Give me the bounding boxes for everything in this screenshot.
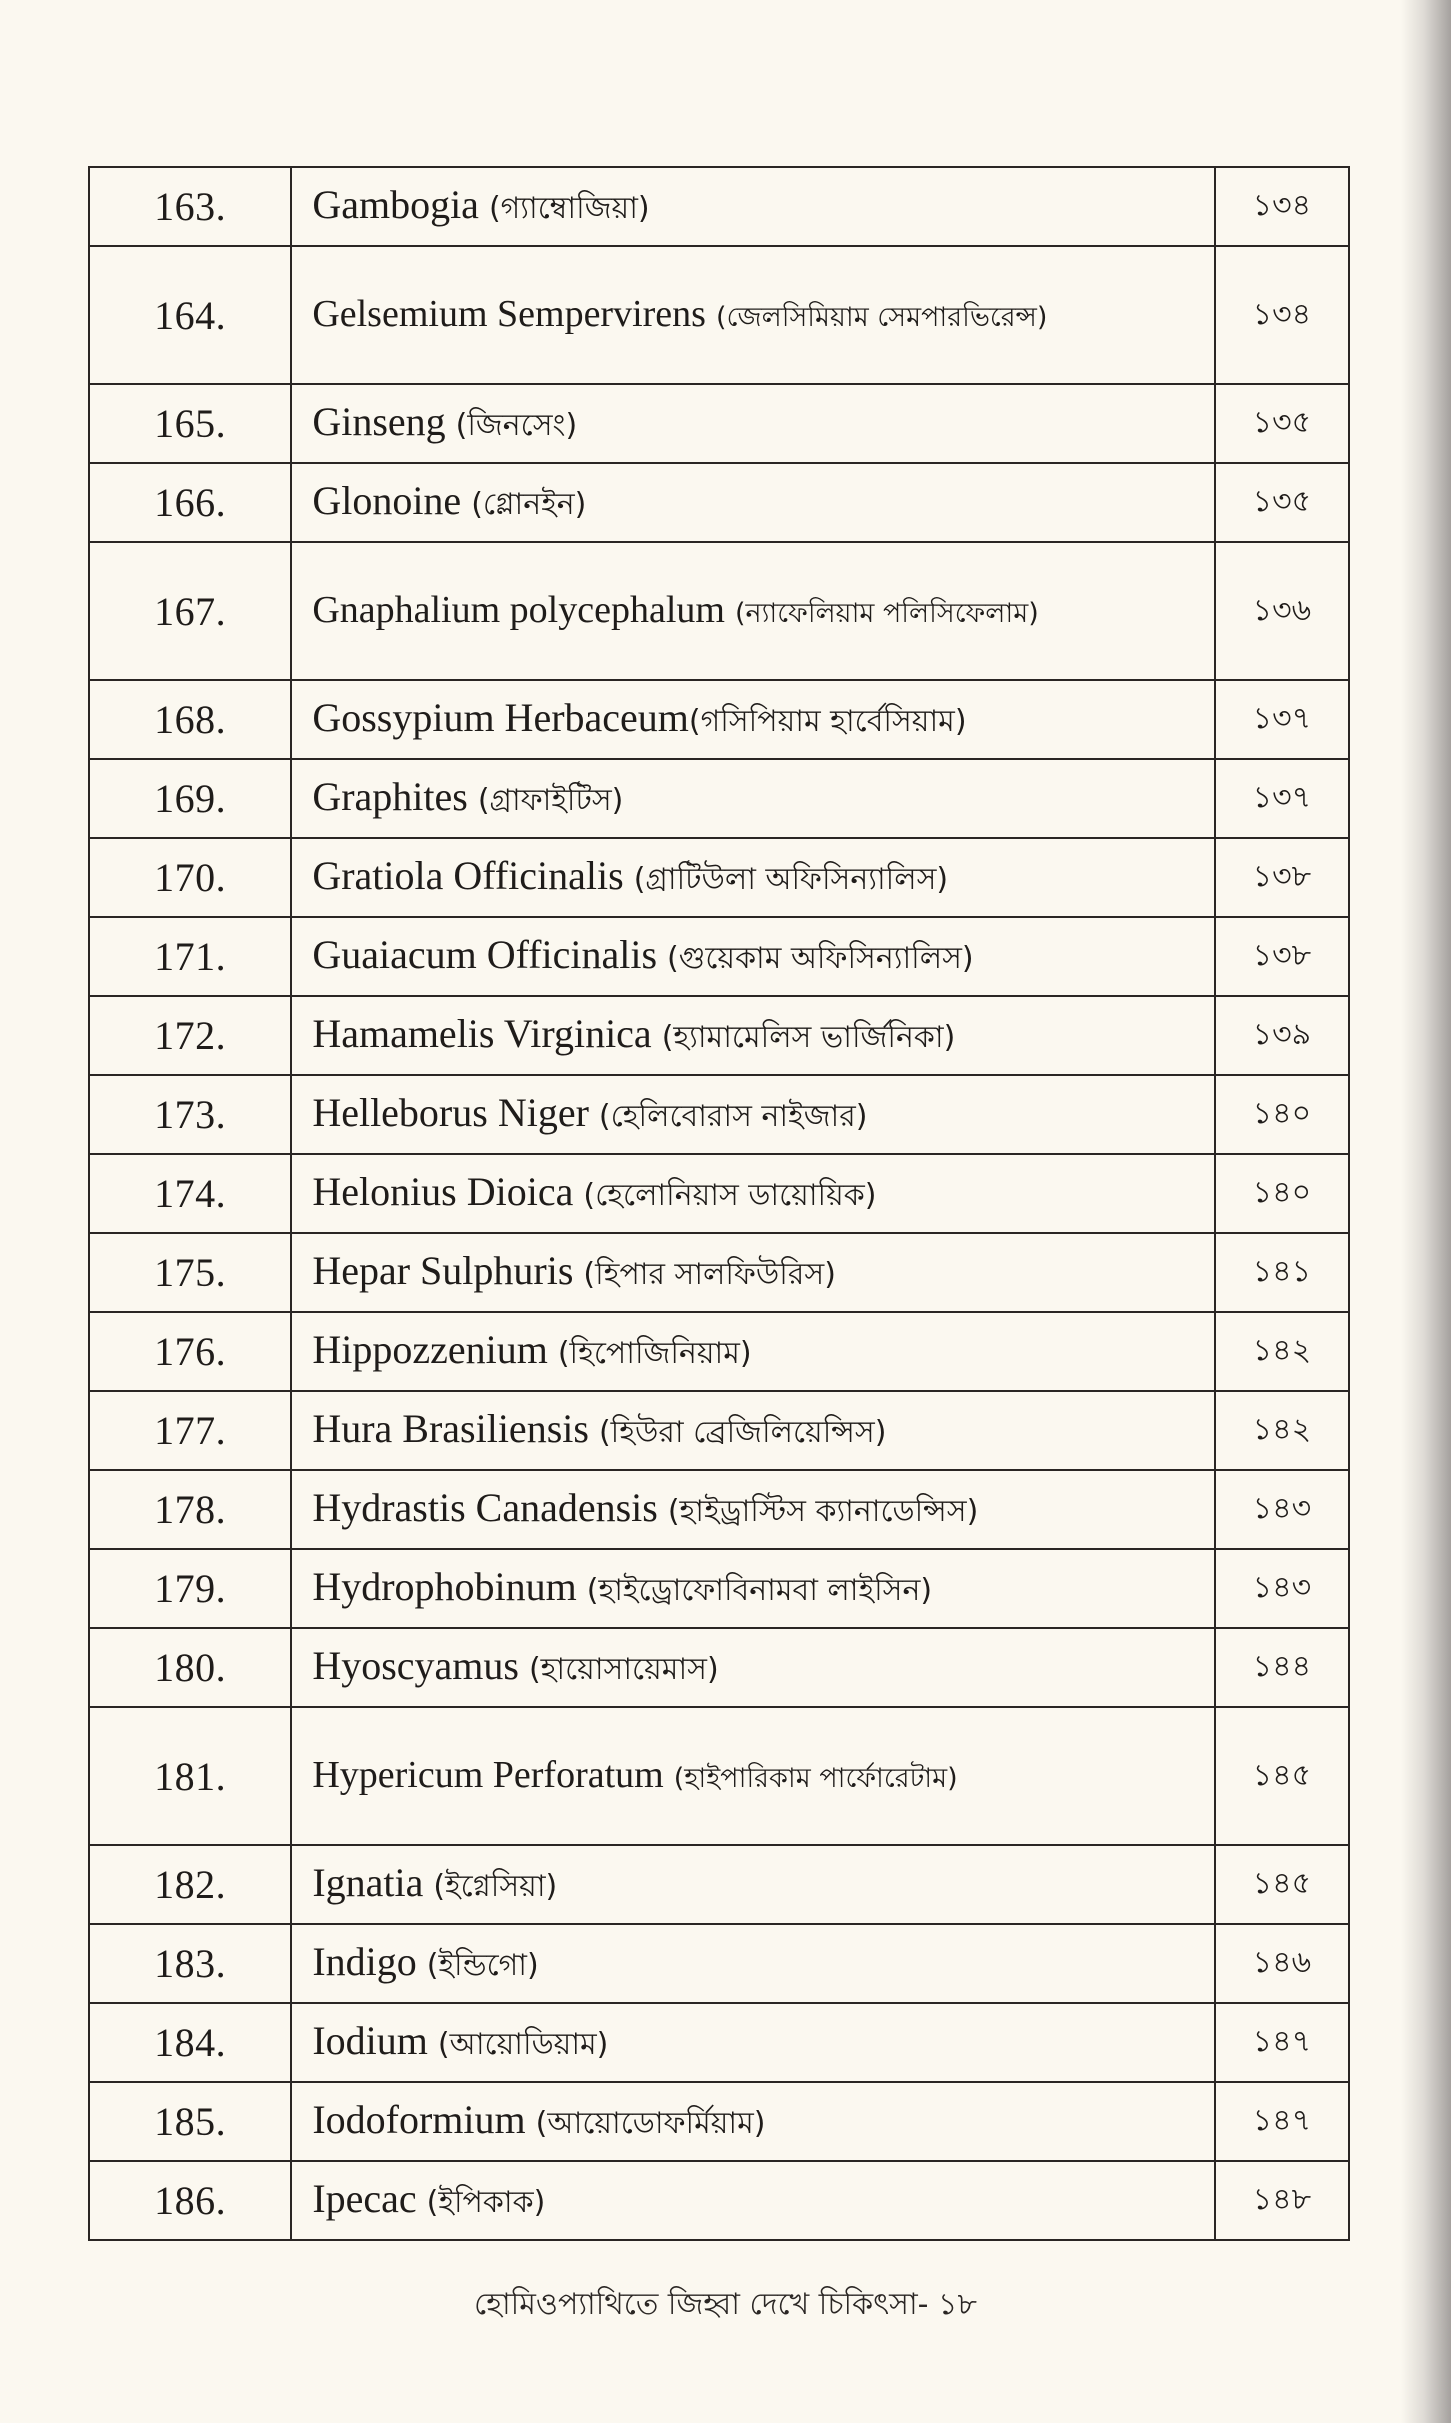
table-row (89, 1075, 1349, 1154)
table-row (89, 384, 1349, 463)
remedy-name (291, 2082, 1214, 2161)
remedy-name (291, 1075, 1214, 1154)
row-number: 184. (89, 2003, 291, 2082)
remedy-latin-name: Gossypium Herbaceum (312, 694, 689, 740)
remedy-latin-name: Hepar Sulphuris (312, 1247, 574, 1293)
page-number: ১৪৭ (1215, 2082, 1349, 2161)
remedy-bengali-name: (হায়োসায়েমাস) (528, 1651, 719, 1687)
remedy-bengali-name: (হাইড্রোফোবিনামবা লাইসিন) (586, 1572, 933, 1608)
remedy-bengali-name: (আয়োডোফর্মিয়াম) (535, 2105, 766, 2141)
remedy-bengali-name: (গ্রাফাইটিস) (477, 782, 624, 818)
row-number: 176. (89, 1312, 291, 1391)
remedy-name (291, 1391, 1214, 1470)
row-number: 179. (89, 1549, 291, 1628)
remedy-latin-name: Gnaphalium polycephalum (312, 588, 725, 631)
remedy-latin-name: Hypericum Perforatum (312, 1753, 664, 1796)
table-body (89, 167, 1349, 2240)
remedy-latin-name: Ipecac (312, 2175, 417, 2221)
remedy-name (291, 2161, 1214, 2240)
table-row (89, 1154, 1349, 1233)
remedy-name (291, 1707, 1214, 1845)
page-number: ১৪৬ (1215, 1924, 1349, 2003)
row-number: 183. (89, 1924, 291, 2003)
table-row (89, 1391, 1349, 1470)
remedy-name (291, 759, 1214, 838)
remedy-latin-name: Graphites (312, 773, 468, 819)
remedy-name (291, 384, 1214, 463)
row-number: 169. (89, 759, 291, 838)
page-number: ১৪২ (1215, 1312, 1349, 1391)
table-row (89, 1470, 1349, 1549)
row-number: 182. (89, 1845, 291, 1924)
remedy-bengali-name: (হেলিবোরাস নাইজার) (598, 1098, 868, 1134)
page-number: ১৩৫ (1215, 384, 1349, 463)
remedy-bengali-name: (ইন্ডিগো) (426, 1947, 539, 1983)
row-number: 168. (89, 680, 291, 759)
row-number: 170. (89, 838, 291, 917)
page-number: ১৩৯ (1215, 996, 1349, 1075)
row-number: 165. (89, 384, 291, 463)
remedy-latin-name: Gratiola Officinalis (312, 852, 624, 898)
row-number: 180. (89, 1628, 291, 1707)
remedy-name (291, 2003, 1214, 2082)
remedy-bengali-name: (হিপোজিনিয়াম) (557, 1335, 752, 1371)
row-number: 185. (89, 2082, 291, 2161)
row-number: 163. (89, 167, 291, 246)
table-row (89, 1549, 1349, 1628)
page-number: ১৩৮ (1215, 917, 1349, 996)
remedy-latin-name: Ignatia (312, 1859, 424, 1905)
remedy-bengali-name: (গ্রাটিউলা অফিসিন্যালিস) (633, 861, 949, 897)
row-number: 177. (89, 1391, 291, 1470)
table-row (89, 1312, 1349, 1391)
remedy-bengali-name: (গুয়েকাম অফিসিন্যালিস) (667, 940, 974, 976)
page-number: ১৪৮ (1215, 2161, 1349, 2240)
row-number: 164. (89, 246, 291, 384)
table-row (89, 917, 1349, 996)
remedy-latin-name: Gambogia (312, 181, 479, 227)
remedy-bengali-name: (জিনসেং) (455, 407, 578, 443)
remedy-latin-name: Iodoformium (312, 2096, 526, 2142)
page-number: ১৩৭ (1215, 759, 1349, 838)
table-row (89, 2003, 1349, 2082)
remedy-name (291, 1154, 1214, 1233)
page-number: ১৪১ (1215, 1233, 1349, 1312)
page-number: ১৩৭ (1215, 680, 1349, 759)
page-number: ১৪৭ (1215, 2003, 1349, 2082)
table-row (89, 2082, 1349, 2161)
table-row (89, 463, 1349, 542)
remedy-latin-name: Hyoscyamus (312, 1642, 519, 1688)
table-row (89, 246, 1349, 384)
table-row (89, 838, 1349, 917)
table-row (89, 680, 1349, 759)
page-number: ১৪৫ (1215, 1707, 1349, 1845)
remedy-latin-name: Guaiacum Officinalis (312, 931, 658, 977)
remedy-bengali-name: (হাইড্রাস্টিস ক্যানাডেন্সিস) (667, 1493, 979, 1529)
page-footer: হোমিওপ্যাথিতে জিহ্বা দেখে চিকিৎসা- ১৮ (474, 2287, 977, 2322)
remedy-name (291, 680, 1214, 759)
remedy-name (291, 1628, 1214, 1707)
remedy-bengali-name: (হাইপারিকাম পার্ফোরেটাম) (673, 1762, 958, 1794)
remedy-latin-name: Glonoine (312, 477, 462, 523)
remedy-name (291, 996, 1214, 1075)
page-number: ১৩৮ (1215, 838, 1349, 917)
page-number: ১৪০ (1215, 1075, 1349, 1154)
page-number: ১৪৪ (1215, 1628, 1349, 1707)
remedy-name (291, 1470, 1214, 1549)
remedy-name (291, 463, 1214, 542)
remedy-latin-name: Hura Brasiliensis (312, 1405, 589, 1451)
remedy-name (291, 917, 1214, 996)
remedy-latin-name: Iodium (312, 2017, 428, 2063)
table-row (89, 1707, 1349, 1845)
row-number: 167. (89, 542, 291, 680)
remedy-latin-name: Helonius Dioica (312, 1168, 574, 1214)
remedy-latin-name: Indigo (312, 1938, 417, 1984)
remedy-bengali-name: (হিপার সালফিউরিস) (583, 1256, 836, 1292)
remedy-bengali-name: (হেলোনিয়াস ডায়োয়িক) (583, 1177, 877, 1213)
remedy-name (291, 1233, 1214, 1312)
page-number: ১৪৩ (1215, 1549, 1349, 1628)
row-number: 166. (89, 463, 291, 542)
page-number: ১৩৪ (1215, 167, 1349, 246)
remedy-bengali-name: (ইপিকাক) (426, 2184, 546, 2220)
table-row (89, 2161, 1349, 2240)
remedy-bengali-name: (আয়োডিয়াম) (437, 2026, 609, 2062)
remedy-name (291, 246, 1214, 384)
remedy-bengali-name: (হিউরা ব্রেজিলিয়েন্সিস) (598, 1414, 887, 1450)
remedy-latin-name: Helleborus Niger (312, 1089, 589, 1135)
page-gutter-shadow (1401, 0, 1451, 2423)
page-number: ১৩৪ (1215, 246, 1349, 384)
remedy-name (291, 1845, 1214, 1924)
table-row (89, 542, 1349, 680)
remedy-name (291, 167, 1214, 246)
remedy-bengali-name: (হ্যামামেলিস ভার্জিনিকা) (661, 1019, 956, 1055)
remedy-latin-name: Hippozzenium (312, 1326, 548, 1372)
row-number: 174. (89, 1154, 291, 1233)
table-row (89, 1233, 1349, 1312)
page-number: ১৪২ (1215, 1391, 1349, 1470)
row-number: 186. (89, 2161, 291, 2240)
remedy-name (291, 1312, 1214, 1391)
row-number: 181. (89, 1707, 291, 1845)
remedy-name (291, 542, 1214, 680)
remedy-latin-name: Ginseng (312, 398, 446, 444)
table-row (89, 759, 1349, 838)
table-row (89, 1845, 1349, 1924)
row-number: 171. (89, 917, 291, 996)
row-number: 172. (89, 996, 291, 1075)
table-row (89, 996, 1349, 1075)
remedy-latin-name: Hamamelis Virginica (312, 1010, 652, 1056)
remedy-bengali-name: (গসিপিয়াম হার্বেসিয়াম) (688, 703, 967, 739)
page-number: ১৪০ (1215, 1154, 1349, 1233)
table-row (89, 167, 1349, 246)
remedy-latin-name: Hydrastis Canadensis (312, 1484, 658, 1530)
remedy-latin-name: Hydrophobinum (312, 1563, 577, 1609)
remedy-bengali-name: (ন্যাফেলিয়াম পলিসিফেলাম) (734, 597, 1039, 629)
page-number: ১৩৬ (1215, 542, 1349, 680)
row-number: 173. (89, 1075, 291, 1154)
remedy-bengali-name: (জেলসিমিয়াম সেমপারভিরেন্স) (715, 301, 1048, 333)
remedy-index-table (88, 166, 1350, 2241)
page-number: ১৪৩ (1215, 1470, 1349, 1549)
page-number: ১৩৫ (1215, 463, 1349, 542)
page-number: ১৪৫ (1215, 1845, 1349, 1924)
remedy-bengali-name: (গ্যাম্বোজিয়া) (488, 190, 650, 226)
remedy-name (291, 1924, 1214, 2003)
remedy-bengali-name: (ইগ্নেসিয়া) (433, 1868, 558, 1904)
table-row (89, 1924, 1349, 2003)
remedy-name (291, 1549, 1214, 1628)
row-number: 178. (89, 1470, 291, 1549)
row-number: 175. (89, 1233, 291, 1312)
table-row (89, 1628, 1349, 1707)
remedy-latin-name: Gelsemium Sempervirens (312, 292, 706, 335)
remedy-name (291, 838, 1214, 917)
remedy-bengali-name: (গ্লোনইন) (471, 486, 587, 522)
